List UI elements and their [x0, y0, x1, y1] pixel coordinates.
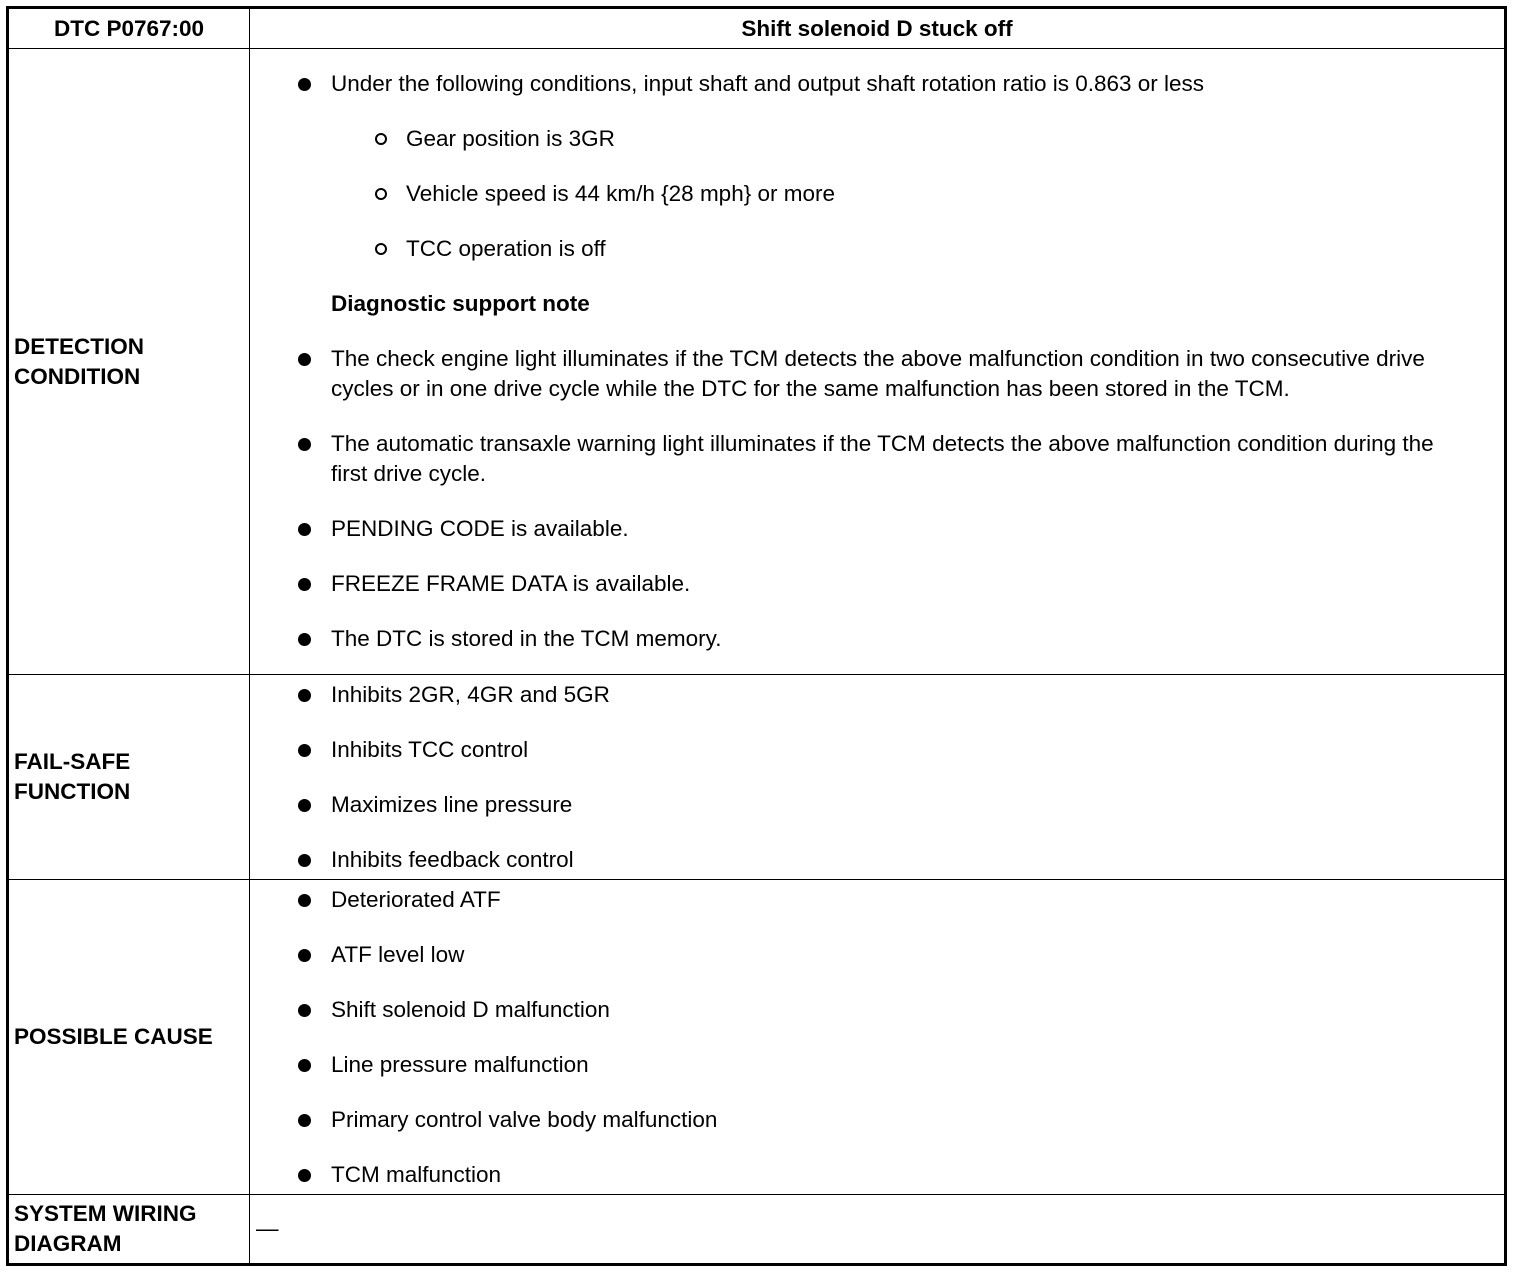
list-item: Deteriorated ATF	[250, 885, 1504, 915]
list-item: Inhibits TCC control	[250, 735, 1504, 765]
possible-cause-content	[250, 880, 1506, 1195]
list-item: Under the following conditions, input shaft and output shaft rotation ratio is 0.863 or less	[250, 69, 1504, 99]
wiring-row	[8, 1195, 1506, 1265]
bullet-icon	[298, 744, 311, 757]
detection-label-line2: CONDITION	[14, 363, 141, 389]
wiring-label	[8, 1195, 250, 1265]
failsafe-row	[8, 675, 1506, 880]
list-item: PENDING CODE is available.	[250, 514, 1504, 544]
bullet-icon	[298, 799, 311, 812]
dtc-table	[6, 6, 1507, 1266]
list-item: Line pressure malfunction	[250, 1050, 1504, 1080]
bullet-icon	[298, 523, 311, 536]
bullet-icon	[298, 633, 311, 646]
detection-content	[250, 49, 1506, 675]
bullet-icon	[298, 894, 311, 907]
diagnostic-support-note-heading: Diagnostic support note	[331, 291, 590, 316]
bullet-icon	[298, 1004, 311, 1017]
dtc-code: DTC P0767:00	[8, 8, 250, 49]
list-item: TCM malfunction	[250, 1160, 1504, 1190]
detection-row	[8, 49, 1506, 675]
bullet-icon	[298, 78, 311, 91]
bullet-icon	[298, 949, 311, 962]
list-item: ATF level low	[250, 940, 1504, 970]
bullet-icon	[298, 1114, 311, 1127]
bullet-icon	[298, 353, 311, 366]
dtc-title: Shift solenoid D stuck off	[250, 8, 1506, 49]
wiring-value: —	[250, 1195, 1506, 1265]
list-item: The check engine light illuminates if the TCM detects the above malfunction condition in two consecutive drive cycles or in one drive cycle while the DTC for the same malfunction has been stored in the TCM.	[250, 344, 1504, 404]
list-item: The automatic transaxle warning light illuminates if the TCM detects the above malfunction condition during the first drive cycle.	[250, 429, 1504, 489]
sub-list-item: Vehicle speed is 44 km/h {28 mph} or more	[250, 179, 1504, 209]
failsafe-label-line1: FAIL-SAFE	[14, 749, 131, 774]
detection-label-line1: DETECTION	[14, 333, 145, 359]
wiring-label-line1: SYSTEM WIRING	[14, 1201, 197, 1226]
possible-cause-row	[8, 880, 1506, 1195]
sub-list-item: TCC operation is off	[250, 234, 1504, 264]
list-item: FREEZE FRAME DATA is available.	[250, 569, 1504, 599]
bullet-icon	[298, 1059, 311, 1072]
list-item: Shift solenoid D malfunction	[250, 995, 1504, 1025]
detection-label	[8, 49, 250, 675]
bullet-icon	[298, 854, 311, 867]
list-item: Inhibits feedback control	[250, 845, 1504, 875]
list-item: Maximizes line pressure	[250, 790, 1504, 820]
possible-cause-label: POSSIBLE CAUSE	[8, 880, 250, 1195]
bullet-icon	[298, 578, 311, 591]
sub-list-item: Gear position is 3GR	[250, 124, 1504, 154]
circle-bullet-icon	[375, 188, 387, 200]
failsafe-content	[250, 675, 1506, 880]
header-row	[8, 8, 1506, 49]
failsafe-label	[8, 675, 250, 880]
bullet-icon	[298, 438, 311, 451]
wiring-label-line2: DIAGRAM	[14, 1231, 122, 1256]
list-item: Inhibits 2GR, 4GR and 5GR	[250, 680, 1504, 710]
circle-bullet-icon	[375, 243, 387, 255]
circle-bullet-icon	[375, 133, 387, 145]
bullet-icon	[298, 689, 311, 702]
list-item: The DTC is stored in the TCM memory.	[250, 624, 1504, 654]
failsafe-label-line2: FUNCTION	[14, 779, 131, 804]
bullet-icon	[298, 1169, 311, 1182]
list-item: Primary control valve body malfunction	[250, 1105, 1504, 1135]
